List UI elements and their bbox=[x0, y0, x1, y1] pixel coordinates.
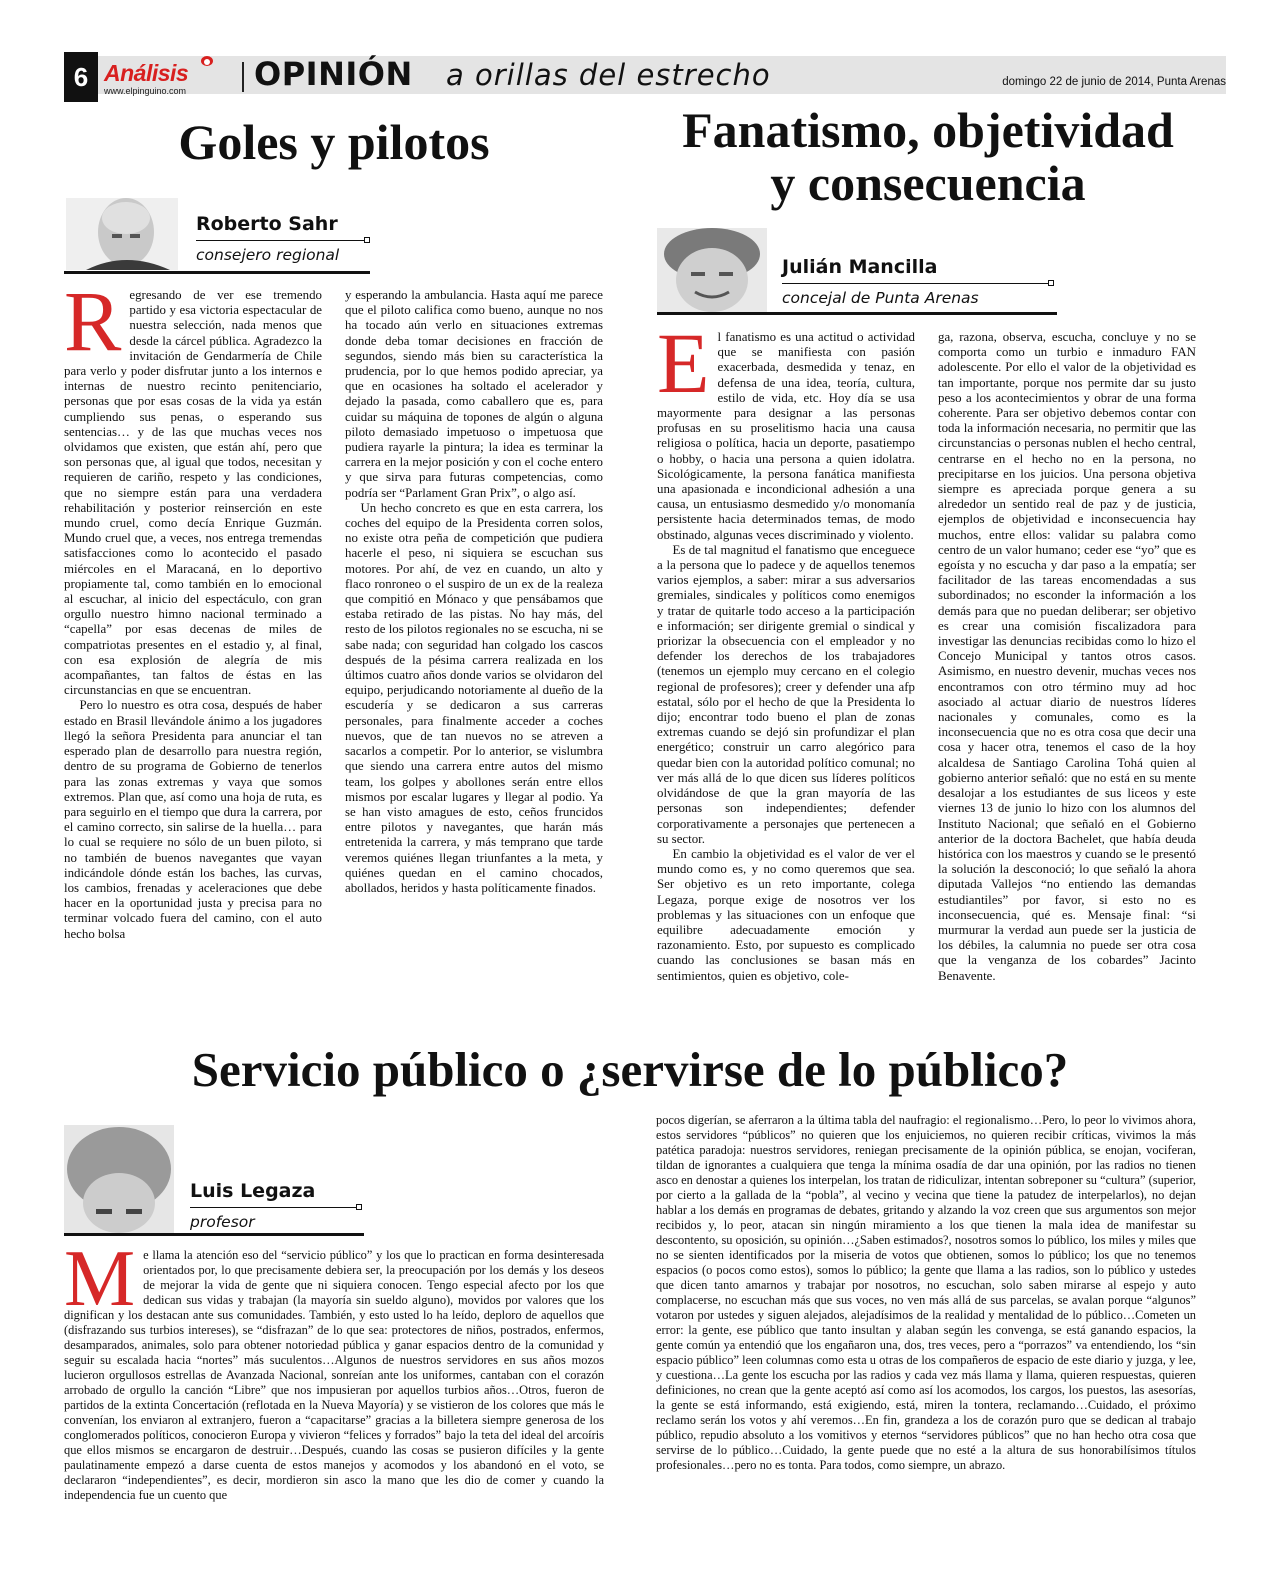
article-2-column-2 bbox=[938, 330, 1196, 1010]
author-role: consejero regional bbox=[196, 246, 340, 264]
author-role: concejal de Punta Arenas bbox=[782, 289, 979, 307]
dateline: domingo 22 de junio de 2014, Punta Arenas bbox=[1002, 76, 1226, 88]
article-2-column-1 bbox=[657, 330, 915, 1010]
paragraph: ga, razona, observa, escucha, concluye y no se comporta como un turbio e inmaduro FAN adolescente. Por ello el valor de la objetividad es tan importante, porque nos permite dar su justo peso a los acontecimientos y obrar de una forma coherente. Para ser objetivo debemos contar con toda la información necesaria, no permitir que las circunstancias o personas nublen el hecho central, centrarse en el hecho no en la persona, no precipitarse en los juicios. Una persona objetiva siempre es apreciada porque genera a su alrededor un sentido real de paz y de justicia, ejemplos de objetividad e inconsecuencia hay muchos, entre ellos: validar su palabra como centro de un valor humano; ceder ese “yo” que es egoísta y no escucha y dar paso a la empatía; ser facilitador de las tareas encomendadas a sus subordinados; no esconder la información a los demás para que no puedan deliberar; ser objetivo es crear una comisión fiscalizadora para investigar las denuncias recibidas como lo hizo el Concejo Municipal y tantos otros casos. Asimismo, en nuestro devenir, muchas veces nos encontramos con otro término muy ad hoc asociado al actuar diario de nuestros líderes nacionales y comunales, como es la inconsecuencia que no es otra cosa que decir una cosa y hacer otra, tenemos el caso de la hoy alcaldesa de Santiago Carolina Tohá quien al gobierno anterior señaló: que no está en su mente desalojar a los estudiantes de sus liceos y este viernes 13 de junio lo hizo con los alumnos del Instituto Nacional; que señaló en el Gobierno anterior de la doctora Bachelet, que había deuda histórica con los maestros y cuando se le presentó la solución la desconoció; lo que señaló la ahora diputada Vallejos “no entiendo las demandas estudiantiles” por favor, si esto no es inconsecuencia, qué es. Mensaje final: “si murmurar la verdad aun puede ser la justicia de los débiles, la calumnia no puede ser otra cosa que la venganza de los cobardes” Jacinto Benavente. bbox=[938, 330, 1196, 983]
paragraph: pocos digerían, se aferraron a la última tabla del naufragio: el regionalismo…Pero, lo peor lo vivimos ahora, estos servidores “públicos” no quieren que los enjuiciemos, no quieren recibir críticas, vivimos la más patética paradoja: nuestros servidores, reniegan precisamente de la opinión pública, se enojan, vociferan, tildan de ignorantes a cualquiera que tenga la mínima osadía de dar una opinión, por las radios no tienen asco en denostar a quienes los interpelan, los tratan de ridiculizar, intentan sobreponer su “cultura” (superior, por cierto a la gallada de la “pobla”, al vecino y vecina que tiene la patudez de interpelarlos), no dejan hablar a los demás en programas de debates, gritando y alzando la voz creen que sus argumentos son mejor recibidos y, lo peor, atacan sin ningún miramiento a los que tienen la mala idea de manifestar su descontento, su oposición, su opinión…¿Saben estimados?, nosotros somos lo público, los miles y miles que no se sienten identificados por la miseria de votos que obtienen, somos lo público; los que no tenemos espacios (o pocos como estos), somos lo público; la gente que llama a las radios, son lo público y ustedes que dicen tanto amarnos y trabajar por nosotros, no escuchan, solo saben mirarse al espejo y auto complacerse, no escuchan más que sus voces, no ven más allá de sus parcelas, se avalan porque “algunos” votaron por ustedes y siguen alejados, alejadísimos de la realidad y mentalidad de lo público…Cometen un error: la gente, ese público que tanto insultan y alaban según les convenga, se está ganando espacios, la gente común ya entendió que los engañaron una, dos, tres veces, pero a “porrazos” va entendiendo, los “sin espacio público” leen columnas como esta u otras de los compañeros de espacio de este diario y juzga, y lee, y cuestiona…La gente los escucha por las radios y cada vez más llama y llama, quieren respuestas, quieren definiciones, no crean que la gente aceptó así como así los acomodos, los cargos, los puestos, las asesorías, la gente se está informando, está exigiendo, está, miren la tontera, reclamando…Cuidado, el próximo reclamo serán los votos y ahí veremos…En fin, grandeza a los de corazón puro que se dedican al trabajo público, repudio absoluto a los vomitivos y eternos “servidores públicos” que no han hecho otra cosa que servirse de lo público…Cuidado, la gente puede que no esté a la altura de sus honorabilísimos títulos profesionales…pero no es tonta. Para todos, como siempre, un abrazo. bbox=[656, 1113, 1196, 1472]
author-name: Roberto Sahr bbox=[196, 213, 338, 235]
logo-url[interactable]: www.elpinguino.com bbox=[104, 86, 187, 96]
author-role: profesor bbox=[190, 1213, 255, 1231]
section-subtitle: a orillas del estrecho bbox=[446, 58, 771, 92]
paragraph: Pero lo nuestro es otra cosa, después de haber estado en Brasil llevándole ánimo a los jugadores llegó la señora Presidenta para anunciar el tan esperado plan de desarrollo para nuestra región, dentro de su programa de Gobierno de tenerlos para las zonas extremas y vaya que somos extremos. Plan que, así como una hoja de ruta, es para seguirlo en el tiempo que dura la carrera, por el camino correcto, sin salirse de la huella… para lo cual se requiere no sólo de un buen piloto, si no también de buenos navegantes que vayan indicándole dónde están los baches, las curvas, los cambios, frenadas y aceleraciones que debe hacer en la oportunidad justa y precisa para no terminar volcado fuera del camino, con el auto hecho bolsa bbox=[64, 698, 322, 941]
article-3-column-1 bbox=[64, 1248, 604, 1573]
author-bar bbox=[64, 271, 370, 274]
article-1-column-2 bbox=[345, 288, 603, 1010]
paragraph: En cambio la objetividad es el valor de ver el mundo como es, y no como queremos que sea. Ser objetivo es un reto importante, colega Legaza, porque exige de nosotros ver los problemas y las situaciones con un enfoque que equilibre adecuadamente emoción y razonamiento. Esto, por supuesto es complicado cuando las conclusiones se basan más en sentimientos, quien es objetivo, cole- bbox=[657, 846, 915, 983]
newspaper-logo[interactable] bbox=[104, 60, 236, 98]
article-3-title: Servicio público o ¿servirse de lo público? bbox=[191, 1042, 1069, 1097]
drop-cap: M bbox=[64, 1248, 136, 1323]
author-rule bbox=[190, 1207, 356, 1208]
portrait-icon bbox=[66, 198, 178, 270]
paragraph: e llama la atención eso del “servicio público” y los que lo practican en forma desinteresada orientados por, lo que precisamente debiera ser, la preocupación por los demás y los deseos de mejorar la vida de gente que ni siquiera conocen. Tengo especial afecto por los que dedican sus vidas y trabajan (la mayoría sin sueldo alguno), movidos por valores que los dignifican y los destacan ante sus comunidades. También, y esto usted lo ha leído, deploro de aquellos que (disfrazando sus turbios intereses), se “disfrazan” de lo que sea: protectores de niños, postrados, enfermos, desamparados, animales, solo para obtener notoriedad pública y ganar espacios dentro de la comunidad y seguir su escalada hacia “nortes” más suculentos…Algunos de nuestros servidores en sus años mozos lucieron orgullosos estrellas de Avanzada Nacional, sonreían ante los uniformes, cantaban con el corazón arrobado de orgullo la canción “Libre” que nos impusieran por aquellos turbios años…Otros, fueron de partidos de la extinta Concertación (reflotada en la Nueva Mayoría) y se vistieron de los colores que más le convenían, los enviaron al extranjero, fueron a “capacitarse” gracias a la billetera siempre generosa de los conglomerados políticos, conocieron Europa y vivieron “felices y forrados” bajo la teta del ideal del arcoíris que ellos mismos se encargaron de destruir…Después, cuando las cosas se pusieron difíciles y la gente paulatinamente empezó a darse cuenta de estos manejos y acomodos y los abandonó en el voto, se declararon “independientes”, es decir, mordieron sin asco la mano que les dio de comer y cuando la independencia fue un cuento que bbox=[64, 1248, 604, 1502]
author-rule bbox=[196, 240, 364, 241]
article-1-title: Goles y pilotos bbox=[178, 114, 490, 170]
author-photo-luis-legaza bbox=[64, 1125, 174, 1233]
rule-end bbox=[1048, 280, 1054, 286]
header-divider bbox=[242, 62, 244, 92]
rule-end bbox=[364, 237, 370, 243]
paragraph: Es de tal magnitud el fanatismo que enceguece a la persona que lo padece y de aquellos tenemos varios ejemplos, a saber: mirar a sus adversarios gremiales, sindicales y políticos como enemigos y tratar de quitarle todo acceso a la participación e información; ser dirigente gremial o sindical y priorizar la obsecuencia con el empleador y no defender los derechos de los trabajadores (tenemos un ejemplo muy cercano en el colegio regional de profesores); creer y defender una afp estatal, sólo por el hecho de que la Presidenta lo dijo; encontrar todo bueno el plan de zonas extremas cuando se dejó sin profundizar el plan energético; construir un carro alegórico para quedar bien con la autoridad político comunal; no ver más allá de lo que dicen sus líderes políticos olvidándose de que la gran mayoría de las personas son independientes; defender corporativamente a personajes que pertenecen a su sector. bbox=[657, 542, 915, 846]
section-title: OPINIÓN bbox=[254, 55, 413, 93]
paragraph: Un hecho concreto es que en esta carrera, los coches del equipo de la Presidenta corren solos, no existe otra peña de competición que pudiera hacerle el peso, ni siquiera se escuchan sus motores. Por ahí, de vez en cuando, un alto y flaco ronroneo o el suspiro de un ex de la realeza que compitió en Mónaco y que pensábamos que estaba retirado de las pistas. No hay más, del resto de los pilotos regionales no se escucha, ni se sabe nada; con seguridad han colgado los cascos después de la pésima carrera realizada en los últimos cuatro años donde varios se olvidaron del equipo, perjudicando notoriamente al dueño de la escudería y se dedicaron a sus carreras personales, para finalmente acceder a coches nuevos, que de tan nuevos no se atreven a sacarlos a competir. Por lo anterior, se vislumbra que siendo una carrera entre autos del mismo team, los golpes y abollones serán entre ellos mismos por escalar lugares y llegar al podio. Ya se han visto amagues de esto, ceños fruncidos entre pilotos y navegantes, que harán más entretenida la carrera, y más temprano que tarde veremos quiénes llegan triunfantes a la meta, y quiénes quedan en el camino chocados, abollados, heridos y hasta políticamente finados. bbox=[345, 500, 603, 895]
author-bar bbox=[657, 312, 1057, 315]
rule-end bbox=[356, 1204, 362, 1210]
page-header bbox=[64, 52, 1226, 102]
article-2-title-line-2: y consecuencia bbox=[770, 154, 1086, 211]
logo-text: Análisis bbox=[104, 60, 189, 86]
paragraph: l fanatismo es una actitud o actividad que se manifiesta con pasión exacerbada, desmedida y tenaz, en defensa de una idea, teoría, cultura, estilo de vida, etc. Hoy día se usa mayormente para designar a las personas profusas en su proselitismo hacia una causa religiosa o política, hacia un deporte, pasatiempo o hobby, o hacia una persona a quien idolatra. Sicológicamente, la persona fanática manifiesta una apasionada e incondicional adhesión a una causa, un entusiasmo desmedido y/o monomanía persistente hacia determinados temas, de modo obstinado, algunas veces discriminado y violento. bbox=[657, 330, 915, 542]
author-bar bbox=[64, 1233, 364, 1236]
paragraph: egresando de ver ese tremendo partido y esa victoria espectacular de nuestra selección, nada menos que desde la cárcel pública. Agradezco la invitación de Gendarmería de Chile para verlo y poder disfrutar junto a los internos e internas de nuestro recinto penitenciario, personas que por esas cosas de la vida ya están cumpliendo sus penas, o esperando sus sentencias… y de las que muchas veces nos olvidamos que existen, que están ahí, pero que son personas que, al igual que todos, necesitan y requieren de cariño, respeto y las condiciones, que no siempre están para una verdadera rehabilitación y posterior reinserción en este mundo cruel, como decía Enrique Guzmán. Mundo cruel que, a veces, nos entrega tremendas satisfacciones como lo acontecido el pasado miércoles en el Maracaná, en lo deportivo propiamente tal, como también en lo emocional al escuchar, al inicio del espectáculo, con gran orgullo nuestro himno nacional terminado a “capella” por esas decenas de miles de compatriotas presentes en el estadio y, al final, con esa explosión de alegría de mis acompañantes, tan faltos de éstas en las circunstancias en que se encuentran. bbox=[64, 288, 322, 698]
author-name: Luis Legaza bbox=[190, 1180, 316, 1202]
page-number: 6 bbox=[64, 52, 98, 102]
author-name: Julián Mancilla bbox=[782, 256, 938, 278]
drop-cap: E bbox=[657, 330, 710, 411]
portrait-icon bbox=[657, 228, 767, 312]
portrait-icon bbox=[64, 1125, 174, 1233]
article-3-column-2 bbox=[656, 1113, 1196, 1573]
article-2-title bbox=[650, 104, 1206, 209]
penguin-icon bbox=[196, 54, 218, 66]
article-2-title-line-1: Fanatismo, objetividad bbox=[682, 102, 1174, 158]
article-1-column-1 bbox=[64, 288, 322, 1010]
author-rule bbox=[782, 283, 1048, 284]
paragraph: y esperando la ambulancia. Hasta aquí me parece que el piloto califica como bueno, aunque no nos ha tocado aún verlo en situaciones extremas donde deba tomar decisiones en fracción de segundos, siendo más bien su característica la prudencia, por lo que hemos podido apreciar, ya que en ocasiones ha soltado el acelerador y dejado la pasada, como caballero que es, para cuidar su máquina de topones de algún o alguna piloto demasiado impetuoso o impetuosa que pudiera rayarle la pintura; la idea es terminar la carrera en la mejor posición y con el coche entero y que sirva para futuras competencias, como podría ser “Parlament Gran Prix”, o algo así. bbox=[345, 288, 603, 500]
drop-cap: R bbox=[64, 288, 122, 369]
author-photo-julian-mancilla bbox=[657, 228, 767, 312]
author-photo-roberto-sahr bbox=[66, 198, 178, 270]
